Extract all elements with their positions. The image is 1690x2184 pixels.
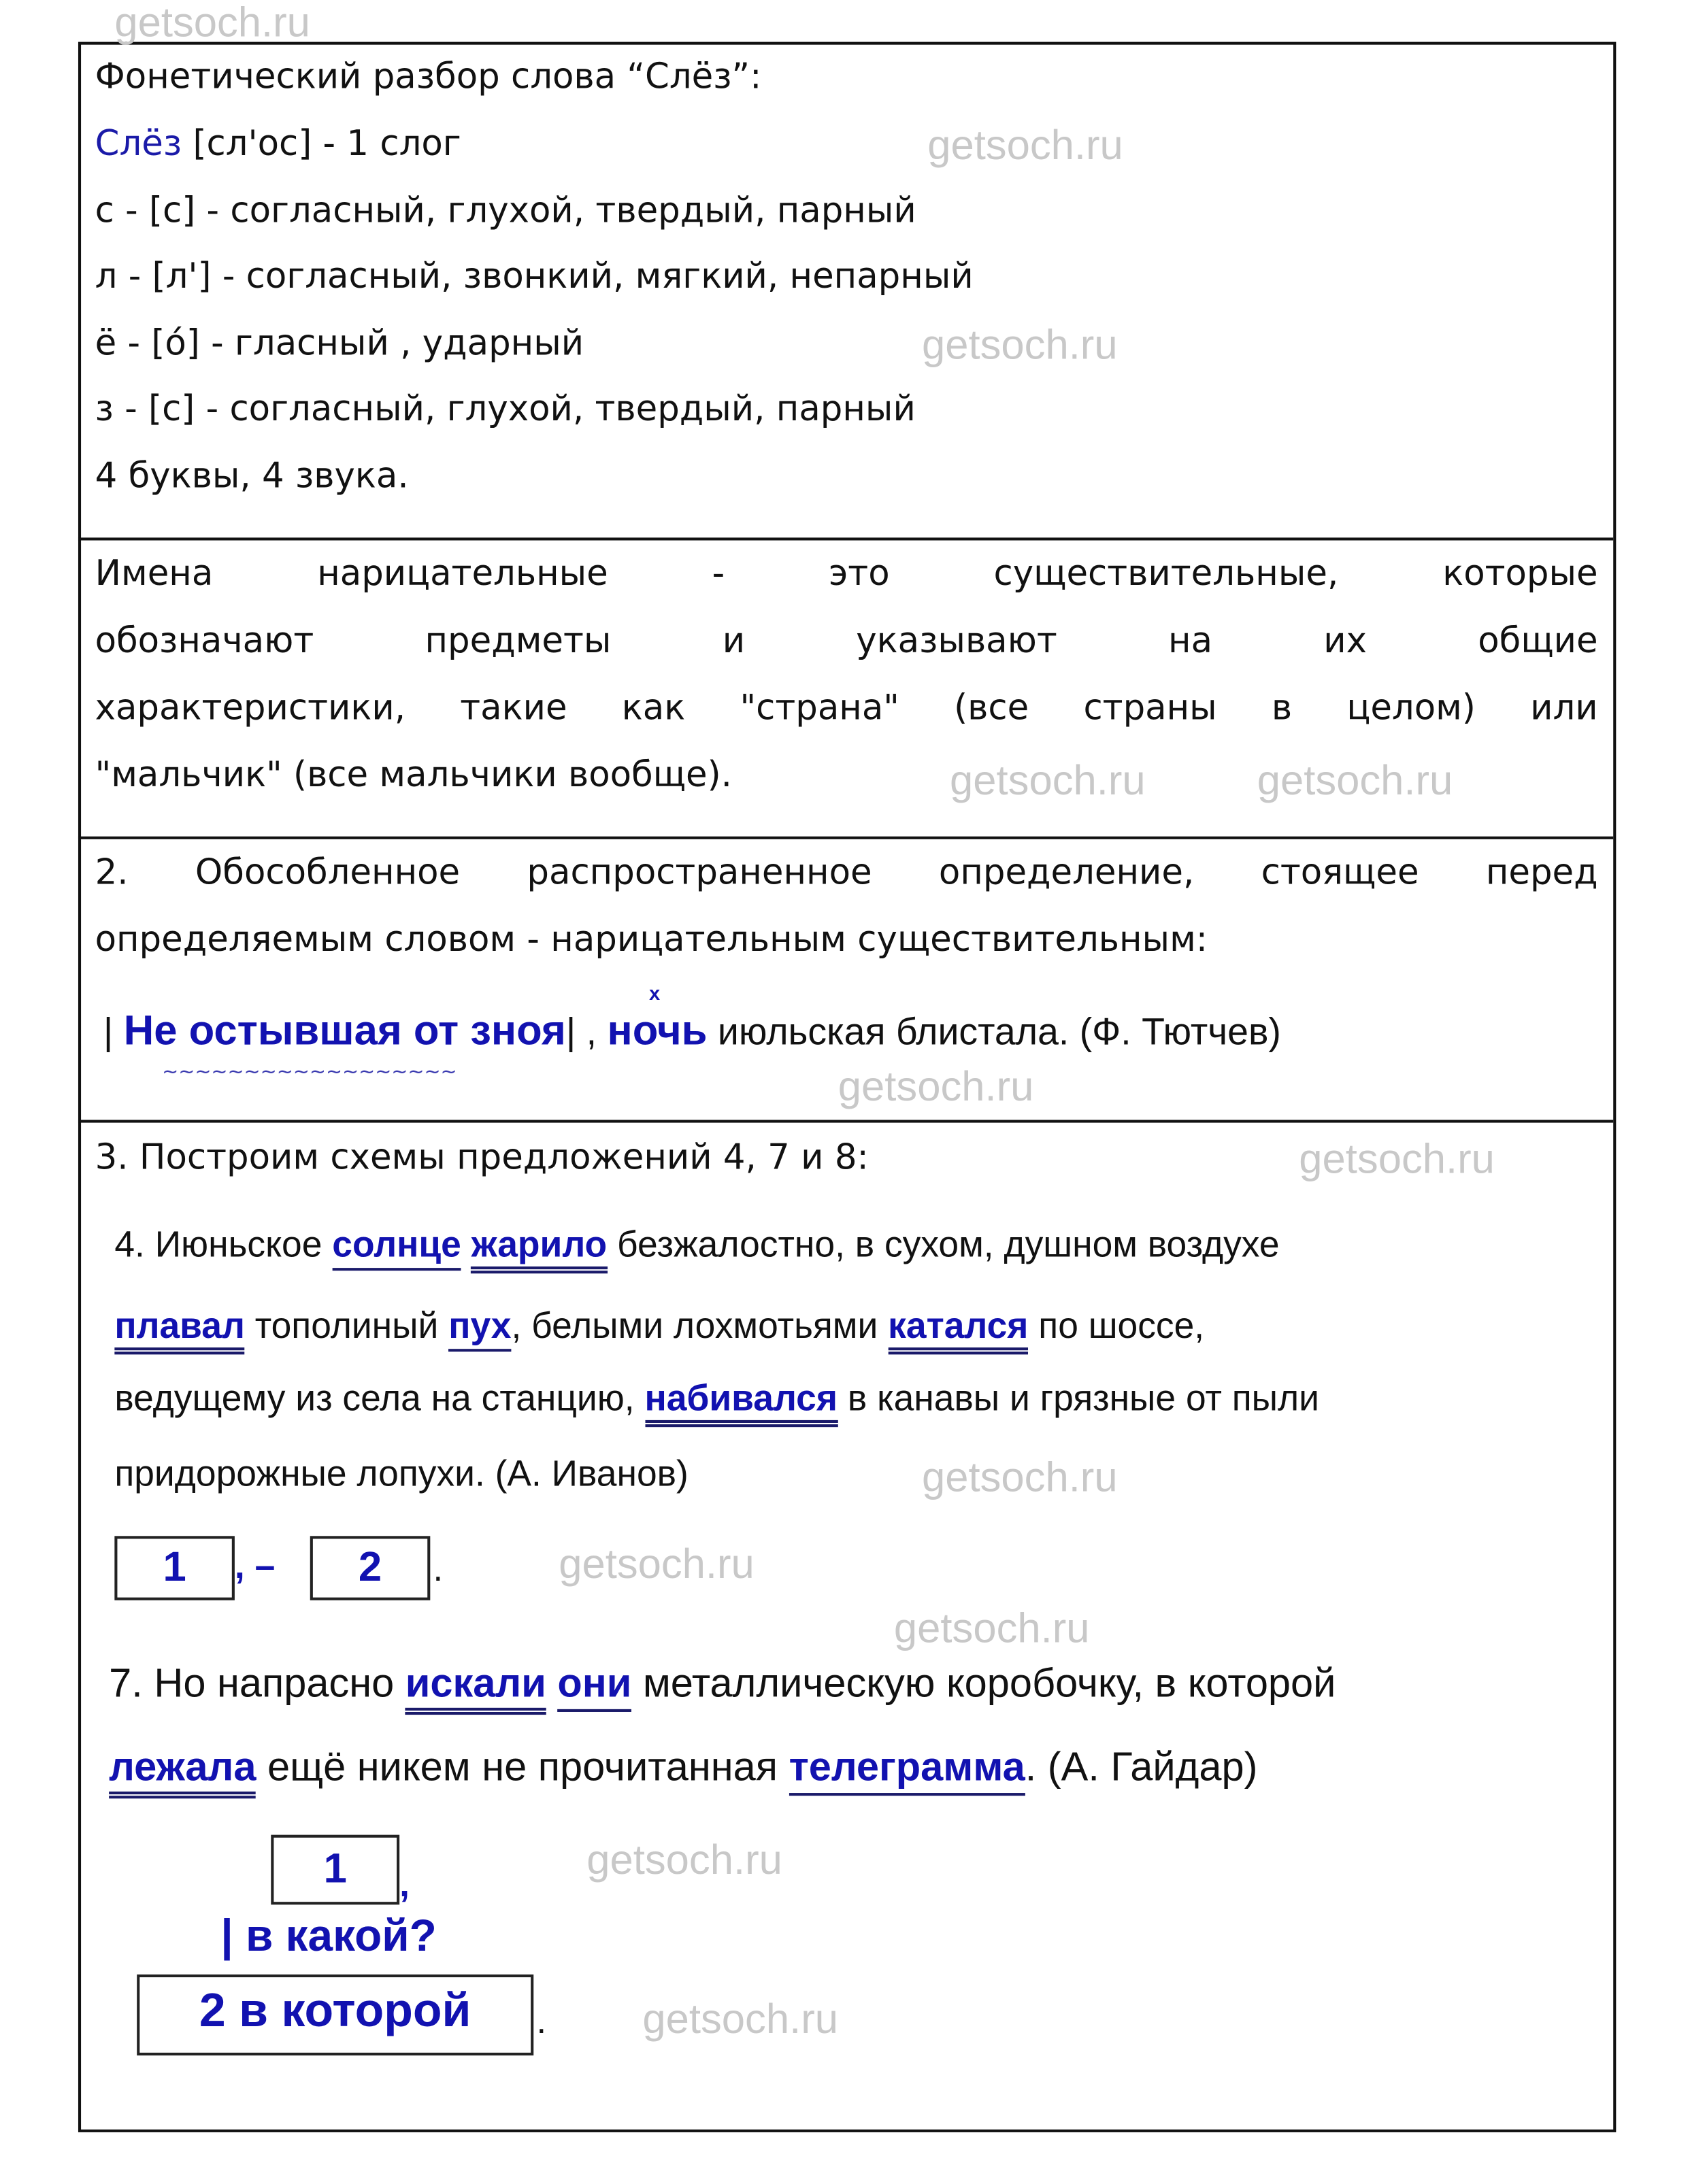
task-line: определяемым словом - нарицательным существительным: bbox=[95, 918, 1208, 960]
watermark: getsoch.ru bbox=[1299, 1137, 1495, 1183]
word: определение, bbox=[938, 852, 1195, 892]
predicate: лежала bbox=[109, 1745, 256, 1798]
scheme-end: . bbox=[536, 1999, 547, 2042]
sentence-4-line: придорожные лопухи. (А. Иванов) bbox=[114, 1452, 689, 1494]
schemes-title: 3. Построим схемы предложений 4, 7 и 8: bbox=[95, 1137, 869, 1177]
bar: | bbox=[565, 1011, 576, 1053]
text: . (А. Гайдар) bbox=[1025, 1745, 1258, 1790]
predicate: катался bbox=[888, 1305, 1028, 1355]
scheme-separator: , – bbox=[234, 1544, 276, 1587]
sentence-4-line bbox=[114, 1377, 1319, 1420]
sentence-4-line bbox=[114, 1305, 1204, 1348]
word: распространенное bbox=[527, 852, 872, 892]
watermark: getsoch.ru bbox=[927, 122, 1123, 169]
word: существительные, bbox=[993, 552, 1339, 594]
word: на bbox=[1168, 620, 1213, 661]
text: металлическую коробочку, в которой bbox=[642, 1662, 1336, 1707]
word: нарицательные bbox=[317, 552, 608, 594]
subject: телеграмма bbox=[789, 1745, 1025, 1796]
text: ведущему из села на станцию, bbox=[114, 1377, 635, 1419]
word: как bbox=[621, 687, 686, 728]
letter-count: 4 буквы, 4 звука. bbox=[95, 455, 409, 496]
divider bbox=[78, 837, 1613, 839]
definition-line bbox=[95, 553, 1598, 594]
word: в bbox=[1271, 687, 1293, 728]
clause-box: 1 bbox=[271, 1835, 399, 1905]
text: , белыми лохмотьями bbox=[511, 1304, 878, 1347]
divider bbox=[78, 537, 1613, 540]
word: которые bbox=[1442, 552, 1598, 594]
watermark: getsoch.ru bbox=[586, 1837, 782, 1884]
word: страны bbox=[1083, 687, 1217, 728]
watermark: getsoch.ru bbox=[921, 1455, 1118, 1501]
participle-phrase: Не остывшая от зноя bbox=[123, 1008, 566, 1055]
clause-box: 2 в которой bbox=[137, 1975, 533, 2055]
predicate: набивался bbox=[644, 1377, 838, 1427]
noun-mark: x bbox=[649, 981, 661, 1005]
text: 4. Июньское bbox=[114, 1223, 322, 1266]
word: стоящее bbox=[1261, 852, 1419, 892]
scheme-comma: , bbox=[399, 1862, 410, 1905]
watermark: getsoch.ru bbox=[838, 1064, 1034, 1111]
word: обозначают bbox=[95, 620, 314, 661]
word: характеристики, bbox=[95, 687, 406, 728]
definition-line bbox=[95, 687, 1598, 728]
predicate: жарило bbox=[471, 1223, 607, 1273]
noun bbox=[607, 981, 708, 1055]
watermark: getsoch.ru bbox=[893, 1605, 1090, 1652]
text: 7. Но напрасно bbox=[109, 1662, 395, 1707]
watermark: getsoch.ru bbox=[1257, 758, 1453, 805]
word: такие bbox=[460, 687, 567, 728]
watermark: getsoch.ru bbox=[642, 1996, 838, 2043]
wavy-underline: ~~~~~~~~~~~~~~~~~~ bbox=[162, 1061, 457, 1084]
word: или bbox=[1530, 687, 1598, 728]
word: указывают bbox=[856, 620, 1057, 661]
watermark: getsoch.ru bbox=[950, 758, 1146, 805]
word-line bbox=[95, 123, 461, 164]
subject: солнце bbox=[332, 1223, 461, 1271]
word: Имена bbox=[95, 552, 214, 594]
word: Обособленное bbox=[195, 852, 461, 892]
phonetic-title: Фонетический разбор слова “Слёз”: bbox=[95, 56, 762, 97]
definition-line: "мальчик" (все мальчики вообще). bbox=[95, 754, 732, 795]
sentence-4-line bbox=[114, 1223, 1279, 1266]
word: предметы bbox=[425, 620, 612, 661]
word: общие bbox=[1478, 620, 1598, 661]
scheme-end: . bbox=[433, 1547, 444, 1590]
text: тополиный bbox=[254, 1304, 439, 1347]
noun-text: ночь bbox=[607, 1008, 708, 1055]
word: это bbox=[829, 552, 890, 594]
sentence-rest: июльская блистала. (Ф. Тютчев) bbox=[717, 1011, 1281, 1053]
definition-line bbox=[95, 620, 1598, 661]
sound-line: с - [с] - согласный, глухой, твердый, парный bbox=[95, 190, 916, 231]
subject: пух bbox=[448, 1305, 511, 1352]
transcription: [сл'ос] - 1 слог bbox=[193, 122, 461, 164]
clause-box: 1 bbox=[114, 1536, 235, 1600]
word: - bbox=[712, 552, 725, 594]
sound-line: з - [с] - согласный, глухой, твердый, парный bbox=[95, 388, 916, 429]
word: "страна" bbox=[740, 687, 899, 728]
sentence-7-line bbox=[109, 1745, 1257, 1792]
comma: , bbox=[586, 1011, 597, 1053]
text: по шоссе, bbox=[1038, 1304, 1205, 1347]
word: их bbox=[1323, 620, 1368, 661]
word: перед bbox=[1485, 852, 1598, 892]
word: и bbox=[722, 620, 746, 661]
word: целом) bbox=[1346, 687, 1476, 728]
word: Слёз bbox=[95, 122, 182, 164]
clause-box: 2 bbox=[310, 1536, 431, 1600]
watermark: getsoch.ru bbox=[921, 322, 1118, 369]
example-sentence bbox=[103, 981, 1281, 1056]
watermark: getsoch.ru bbox=[114, 0, 310, 46]
predicate: искали bbox=[405, 1662, 546, 1715]
divider bbox=[78, 1120, 1613, 1123]
watermark: getsoch.ru bbox=[559, 1541, 755, 1588]
sentence-7-line bbox=[109, 1662, 1336, 1708]
sound-line: ё - [о́] - гласный , ударный bbox=[95, 322, 584, 363]
word: (все bbox=[954, 687, 1029, 728]
scheme-question: | в какой? bbox=[220, 1910, 437, 1961]
word: 2. bbox=[95, 852, 129, 892]
sound-line: л - [л'] - согласный, звонкий, мягкий, непарный bbox=[95, 255, 974, 297]
text: безжалостно, в сухом, душном воздухе bbox=[617, 1223, 1280, 1266]
predicate: плавал bbox=[114, 1305, 245, 1355]
subject: они bbox=[557, 1662, 631, 1712]
text: ещё никем не прочитанная bbox=[267, 1745, 778, 1790]
task-line bbox=[95, 852, 1598, 892]
text: в канавы и грязные от пыли bbox=[847, 1377, 1319, 1419]
bar: | bbox=[103, 1011, 114, 1053]
